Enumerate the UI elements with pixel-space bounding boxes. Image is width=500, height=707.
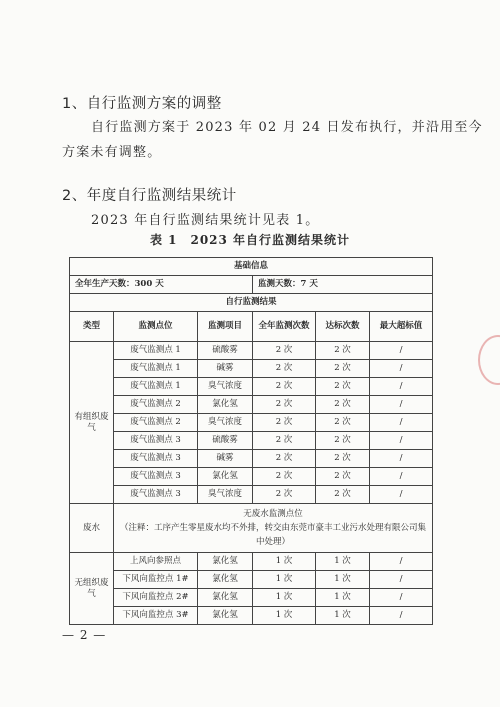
table-row	[70, 450, 433, 468]
cell-point: 废气监测点 1	[114, 378, 198, 396]
table-row	[70, 432, 433, 450]
table-row	[70, 468, 433, 486]
cell-count: 1 次	[253, 607, 316, 625]
category-unorganized-exhaust: 无组织废气	[70, 553, 114, 625]
cell-pass: 2 次	[316, 360, 370, 378]
section2-heading: 2、年度自行监测结果统计	[62, 188, 237, 204]
cell-max: /	[370, 468, 433, 486]
cell-pass: 2 次	[316, 486, 370, 504]
section2-intro: 2023 年自行监测结果统计见表 1。	[91, 213, 320, 228]
production-days: 全年生产天数：300 天	[70, 276, 253, 294]
red-seal-stamp	[478, 335, 500, 385]
section1-paragraph-line2: 方案未有调整。	[62, 145, 162, 160]
cell-pass: 1 次	[316, 571, 370, 589]
table-row	[70, 360, 433, 378]
table-row	[70, 553, 433, 571]
cell-item: 氯化氢	[198, 396, 253, 414]
table-row	[70, 378, 433, 396]
cell-max: /	[370, 342, 433, 360]
cell-pass: 1 次	[316, 607, 370, 625]
cell-item: 硫酸雾	[198, 432, 253, 450]
cell-count: 2 次	[253, 486, 316, 504]
cell-count: 1 次	[253, 553, 316, 571]
table-row	[70, 414, 433, 432]
cell-item: 臭气浓度	[198, 486, 253, 504]
cell-pass: 2 次	[316, 342, 370, 360]
category-organized-exhaust: 有组织废气	[70, 342, 114, 504]
cell-point: 下风向监控点 1#	[114, 571, 198, 589]
cell-count: 2 次	[253, 396, 316, 414]
column-header: 类型	[70, 312, 114, 342]
cell-count: 1 次	[253, 589, 316, 607]
cell-count: 2 次	[253, 414, 316, 432]
cell-max: /	[370, 571, 433, 589]
cell-point: 下风向监控点 2#	[114, 589, 198, 607]
cell-item: 氯化氢	[198, 571, 253, 589]
table-header-row	[70, 312, 433, 342]
cell-count: 2 次	[253, 360, 316, 378]
cell-item: 硫酸雾	[198, 342, 253, 360]
cell-point: 下风向监控点 3#	[114, 607, 198, 625]
cell-pass: 2 次	[316, 450, 370, 468]
table-row	[70, 294, 433, 312]
cell-pass: 1 次	[316, 589, 370, 607]
table-row	[70, 258, 433, 276]
section1-heading: 1、自行监测方案的调整	[62, 96, 222, 112]
cell-point: 废气监测点 3	[114, 432, 198, 450]
table-row	[70, 276, 433, 294]
cell-max: /	[370, 589, 433, 607]
cell-max: /	[370, 432, 433, 450]
category-wastewater: 废水	[70, 504, 114, 553]
cell-item: 臭气浓度	[198, 414, 253, 432]
cell-pass: 2 次	[316, 378, 370, 396]
cell-point: 废气监测点 2	[114, 396, 198, 414]
monitoring-results-table	[69, 257, 433, 625]
table-row	[70, 589, 433, 607]
cell-count: 2 次	[253, 342, 316, 360]
cell-max: /	[370, 553, 433, 571]
wastewater-note-cell	[114, 504, 433, 553]
column-header: 达标次数	[316, 312, 370, 342]
cell-pass: 2 次	[316, 468, 370, 486]
table-caption: 表 1 2023 年自行监测结果统计	[149, 233, 351, 247]
cell-max: /	[370, 486, 433, 504]
cell-item: 氯化氢	[198, 553, 253, 571]
column-header: 最大超标值	[370, 312, 433, 342]
cell-max: /	[370, 396, 433, 414]
cell-pass: 2 次	[316, 414, 370, 432]
cell-count: 1 次	[253, 571, 316, 589]
cell-pass: 1 次	[316, 553, 370, 571]
cell-point: 废气监测点 1	[114, 342, 198, 360]
cell-item: 氯化氢	[198, 607, 253, 625]
monitoring-days: 监测天数：7 天	[253, 276, 433, 294]
cell-max: /	[370, 360, 433, 378]
cell-max: /	[370, 607, 433, 625]
wastewater-line1: 无废水监测点位	[243, 509, 303, 519]
cell-pass: 2 次	[316, 396, 370, 414]
table-row	[70, 504, 433, 553]
cell-item: 碱雾	[198, 450, 253, 468]
column-header: 监测项目	[198, 312, 253, 342]
cell-count: 2 次	[253, 450, 316, 468]
cell-point: 废气监测点 2	[114, 414, 198, 432]
cell-point: 废气监测点 3	[114, 468, 198, 486]
cell-count: 2 次	[253, 432, 316, 450]
cell-item: 臭气浓度	[198, 378, 253, 396]
cell-point: 废气监测点 3	[114, 450, 198, 468]
cell-item: 碱雾	[198, 360, 253, 378]
column-header: 监测点位	[114, 312, 198, 342]
page-number: — 2 —	[62, 628, 107, 642]
table-row	[70, 396, 433, 414]
cell-pass: 2 次	[316, 432, 370, 450]
cell-point: 废气监测点 3	[114, 486, 198, 504]
section1-paragraph-line1: 自行监测方案于 2023 年 02 月 24 日发布执行，并沿用至今	[91, 120, 483, 135]
cell-item: 氯化氢	[198, 589, 253, 607]
table-row	[70, 342, 433, 360]
cell-point: 上风向参照点	[114, 553, 198, 571]
results-header: 自行监测结果	[70, 294, 433, 312]
table-row	[70, 486, 433, 504]
table-row	[70, 571, 433, 589]
cell-max: /	[370, 378, 433, 396]
cell-count: 2 次	[253, 378, 316, 396]
cell-count: 2 次	[253, 468, 316, 486]
cell-max: /	[370, 414, 433, 432]
cell-max: /	[370, 450, 433, 468]
cell-point: 废气监测点 1	[114, 360, 198, 378]
cell-item: 氯化氢	[198, 468, 253, 486]
column-header: 全年监测次数	[253, 312, 316, 342]
table-row	[70, 607, 433, 625]
basic-info-header: 基础信息	[70, 258, 433, 276]
wastewater-line2: （注释：工序产生零星废水均不外排，转交由东莞市豪丰工业污水处理有限公司集中处理）	[120, 523, 427, 547]
